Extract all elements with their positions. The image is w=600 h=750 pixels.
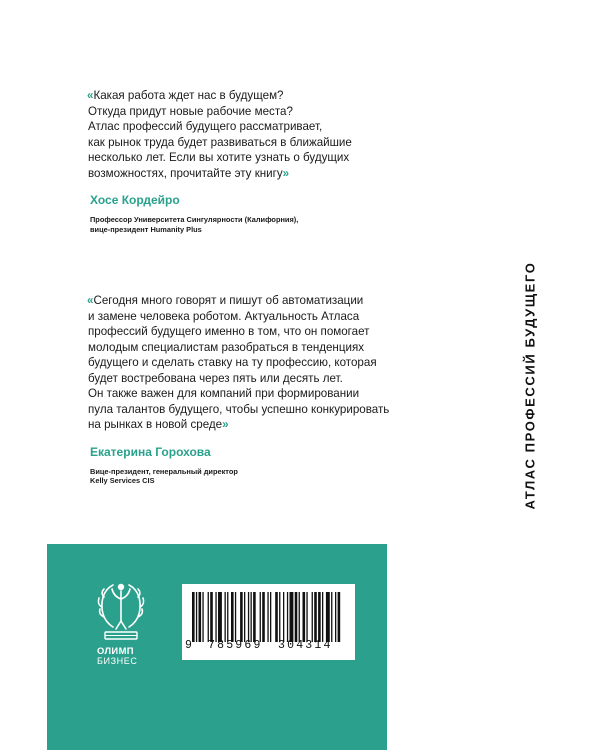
barcode-bar (283, 592, 284, 642)
barcode-bar (244, 592, 245, 642)
publisher-panel (47, 544, 387, 750)
quote-line: будущего и сделать ставку на ту профессию, которая (88, 356, 377, 369)
barcode-bar (215, 592, 216, 642)
quote-line: несколько лет. Если вы хотите узнать о будущих (88, 151, 350, 164)
barcode-bars (192, 592, 345, 642)
quote-author: Екатерина Горохова (90, 444, 211, 459)
barcode-bar (196, 592, 197, 642)
barcode-bar (326, 592, 330, 642)
spine-title: АТЛАС ПРОФЕССИЙ БУДУЩЕГО (522, 261, 538, 509)
author-title-line: Kelly Services CIS (90, 476, 155, 486)
barcode-lead-digit: 9 (185, 639, 192, 652)
spine (510, 261, 550, 509)
barcode-bar (331, 592, 332, 642)
barcode-bar (318, 592, 321, 642)
quote-text (88, 88, 408, 181)
barcode-bar (210, 592, 213, 642)
barcode-bar (275, 592, 278, 642)
quote-line: Откуда придут новые рабочие места? (88, 104, 293, 118)
quote-line: Он также важен для компаний при формировании (88, 387, 360, 400)
quote-author: Хосе Кордейро (90, 193, 180, 207)
barcode-bar (227, 592, 228, 642)
barcode-bar (262, 592, 265, 642)
quote-line: и замене человека роботом. Актуальность Атласа (88, 309, 360, 323)
author-title-line: вице-президент Humanity Plus (90, 224, 202, 234)
barcode-bar (208, 592, 209, 642)
close-quote-mark: » (222, 418, 229, 431)
quote-line: профессий будущего именно в том, что он помогает (88, 325, 370, 338)
barcode-bar (322, 592, 323, 642)
barcode-bar (314, 592, 317, 642)
quote-line: возможностях, прочитайте эту книгу» (88, 166, 290, 180)
barcode-group-2: 304314 (278, 639, 333, 652)
publisher-name: ОЛИМП (97, 645, 134, 656)
open-quote-mark: « (87, 294, 94, 307)
barcode-bar (303, 592, 306, 642)
quote-line: на рынках в новой среде» (88, 418, 229, 431)
barcode-bar (202, 592, 203, 642)
quote-text (88, 293, 418, 433)
barcode-bar (287, 592, 288, 642)
quote-line: пула талантов будущего, чтобы успешно конкурировать (88, 402, 390, 416)
barcode-bar (299, 592, 300, 642)
barcode-group-1: 785969 (208, 639, 263, 652)
barcode-bar (260, 592, 261, 642)
quote-line: Атлас профессий будущего рассматривает, (88, 120, 323, 133)
barcode-bar (251, 592, 252, 642)
author-title-line: Вице-президент, генеральный директор (90, 466, 238, 476)
barcode-bar (270, 592, 271, 642)
barcode-bar (306, 592, 307, 642)
quote-line: будет востребована через пять или десять лет. (88, 371, 343, 385)
quote-line: молодым специалистам разобраться в тенденциях (88, 340, 365, 354)
barcode-bar (312, 592, 313, 642)
isbn-barcode (182, 584, 355, 660)
barcode-bar (290, 592, 294, 642)
barcode-bar (240, 592, 243, 642)
quote-line: «Сегодня много говорят и пишут об автоматизации (87, 294, 364, 307)
author-title-line: Профессор Университета Сингулярности (Калифорния), (90, 215, 299, 224)
barcode-bar (253, 592, 256, 642)
quote-block-1 (88, 88, 408, 234)
barcode-bar (235, 592, 236, 642)
quote-block-2 (88, 293, 418, 486)
barcode-bar (248, 592, 249, 642)
laurel-emblem-icon (95, 577, 147, 643)
barcode-bar (231, 592, 234, 642)
author-title (90, 215, 408, 234)
barcode-bar (279, 592, 280, 642)
barcode-bar (267, 592, 268, 642)
open-quote-mark: « (87, 89, 94, 102)
barcode-bar (192, 592, 195, 642)
quote-line: как рынок труда будет развиваться в ближайшие (88, 135, 352, 149)
close-quote-mark: » (282, 166, 290, 180)
barcode-bar (225, 592, 226, 642)
quote-line: «Какая работа ждет нас в будущем? (87, 89, 284, 102)
barcode-bar (335, 592, 336, 642)
author-title (90, 467, 418, 486)
barcode-bar (218, 592, 222, 642)
barcode-bar (199, 592, 202, 642)
barcode-bar (295, 592, 298, 642)
barcode-bar (338, 592, 341, 642)
publisher-subtitle: БИЗНЕС (97, 656, 138, 666)
